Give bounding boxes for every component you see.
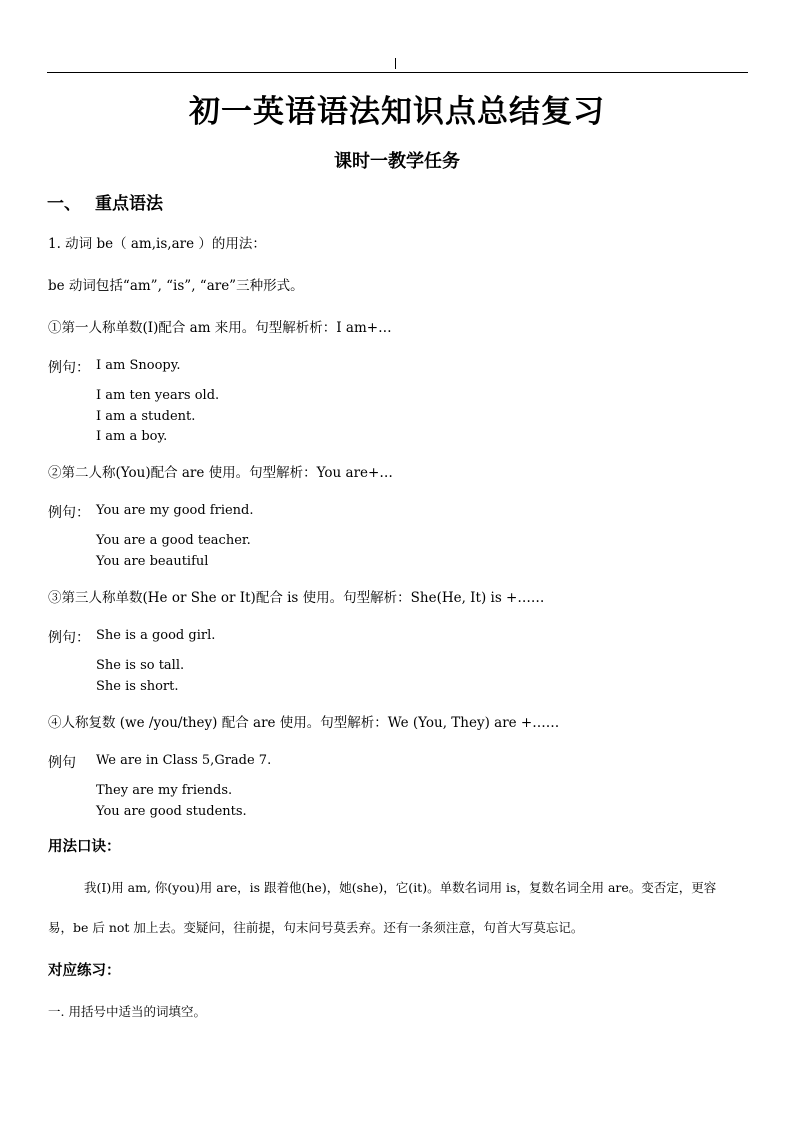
rule-third-person: ③第三人称单数(He or She or It)配合 is 使用。句型解析：She(He, It) is +…… xyxy=(48,590,545,606)
rule-second-person: ②第二人称(You)配合 are 使用。句型解析：You are+… xyxy=(48,465,393,481)
example-line: I am Snoopy. xyxy=(96,358,181,373)
header-mark xyxy=(395,58,396,69)
be-forms-text: be 动词包括“am”, “is”, “are”三种形式。 xyxy=(48,278,304,294)
section-number: 一、 xyxy=(47,194,81,214)
rule-first-person: ①第一人称单数(I)配合 am 来用。句型解析析：I am+… xyxy=(48,320,392,336)
document-title: 初一英语语法知识点总结复习 xyxy=(189,94,605,130)
example-line: You are my good friend. xyxy=(96,503,254,518)
example-line: I am ten years old. xyxy=(96,388,220,403)
document-subtitle: 课时一教学任务 xyxy=(334,151,460,172)
example-line: She is a good girl. xyxy=(96,628,216,643)
example-label: 例句： xyxy=(48,630,90,646)
section-heading xyxy=(47,189,163,214)
example-label: 例句 xyxy=(48,755,76,771)
rule-plural: ④人称复数 (we /you/they) 配合 are 使用。句型解析：We (You, They) are +…… xyxy=(48,715,560,731)
section-label: 重点语法 xyxy=(95,194,163,214)
example-label: 例句： xyxy=(48,360,90,376)
example-line: She is short. xyxy=(96,679,179,694)
item-be-usage: 1. 动词 be（ am,is,are ）的用法： xyxy=(48,236,266,252)
mnemonic-line: 易，be 后 not 加上去。变疑问，往前提，句末问号莫丢弃。还有一条须注意，句首大写莫忘记。 xyxy=(48,920,584,935)
example-line: You are a good teacher. xyxy=(96,533,251,548)
example-line: You are beautiful xyxy=(96,554,209,569)
example-line: You are good students. xyxy=(96,804,247,819)
example-line: They are my friends. xyxy=(96,783,233,798)
example-line: I am a student. xyxy=(96,409,196,424)
example-line: We are in Class 5,Grade 7. xyxy=(96,753,272,768)
mnemonic-heading: 用法口诀： xyxy=(48,839,121,855)
mnemonic-line: 我(I)用 am, 你(you)用 are，is 跟着他(he)，她(she)，它(it)。单数名词用 is，复数名词全用 are。变否定，更容 xyxy=(84,880,717,895)
example-line: I am a boy. xyxy=(96,429,168,444)
practice-item: 一. 用括号中适当的词填空。 xyxy=(48,1004,206,1019)
example-line: She is so tall. xyxy=(96,658,185,673)
header-rule xyxy=(47,72,748,73)
example-label: 例句： xyxy=(48,505,90,521)
practice-heading: 对应练习： xyxy=(48,963,121,979)
